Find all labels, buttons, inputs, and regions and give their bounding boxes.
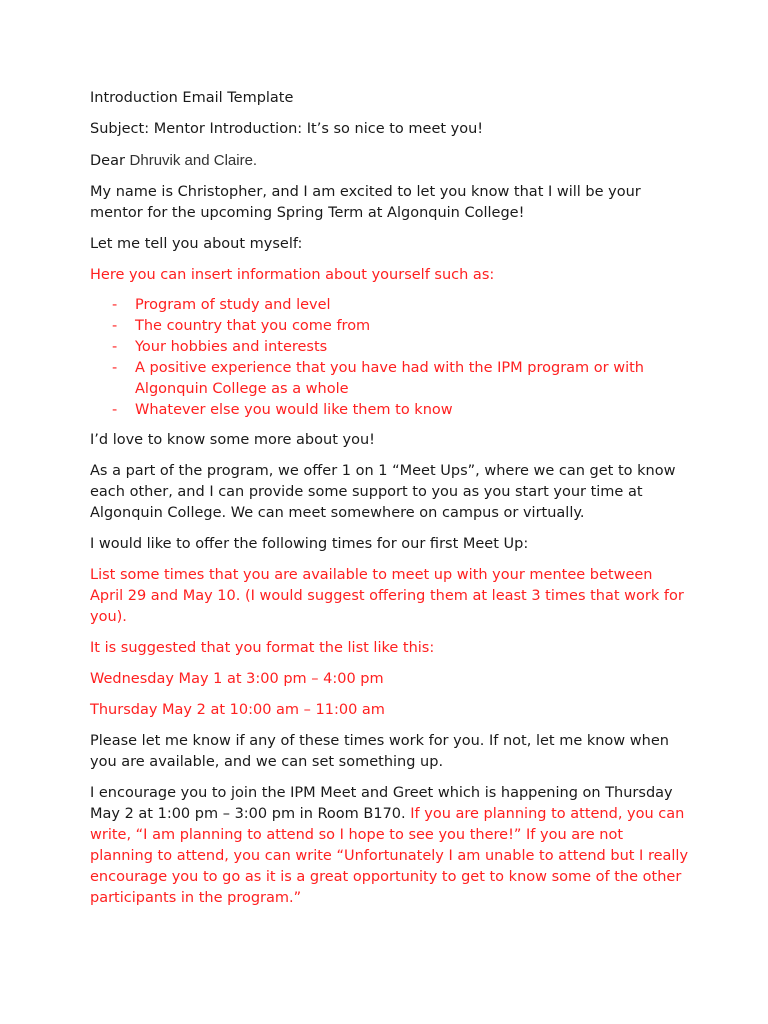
about-heading: Let me tell you about myself: (90, 236, 303, 252)
info-bullet-list (90, 295, 690, 421)
meet-and-greet-instruction: If you are planning to attend, you can write, “I am planning to attend so I hope to see you there!” If you are not planning to attend, you can write “Unfortunately I am unable to attend but I really encourage you to go as it is a great opportunity to get to know some of the other participants in the program.” (90, 806, 689, 906)
meet-and-greet-paragraph (90, 783, 690, 909)
bullet-marker: - (112, 339, 118, 355)
recipient-names: Dhruvik and Claire. (129, 152, 258, 169)
bullet-marker: - (112, 402, 118, 418)
list-item-text: A positive experience that you have had with the IPM program or with Algonquin College as a whole (135, 360, 644, 397)
intro-paragraph: My name is Christopher, and I am excited to let you know that I will be your mentor for the upcoming Spring Term at Algonquin College! (90, 184, 641, 221)
example-time-2: Thursday May 2 at 10:00 am – 11:00 am (90, 702, 385, 718)
insert-info-instruction: Here you can insert information about yourself such as: (90, 267, 495, 283)
list-item (90, 337, 690, 358)
list-item-text: The country that you come from (135, 318, 371, 334)
love-to-know-paragraph: I’d love to know some more about you! (90, 432, 375, 448)
bullet-marker: - (112, 318, 118, 334)
program-paragraph: As a part of the program, we offer 1 on 1 “Meet Ups”, where we can get to know each other, and I can provide some support to you as you start your time at Algonquin College. We can meet somewhere on campus or virtually. (90, 463, 676, 521)
list-item-text: Your hobbies and interests (135, 339, 328, 355)
list-item (90, 295, 690, 316)
bullet-marker: - (112, 360, 118, 376)
format-hint: It is suggested that you format the list like this: (90, 640, 435, 656)
salutation (90, 150, 690, 172)
bullet-marker: - (112, 297, 118, 313)
list-item (90, 316, 690, 337)
example-time-1: Wednesday May 1 at 3:00 pm – 4:00 pm (90, 671, 384, 687)
list-item (90, 358, 690, 400)
list-times-instruction: List some times that you are available to meet up with your mentee between April 29 and May 10. (I would suggest offering them at least 3 times that work for you). (90, 567, 684, 625)
offer-times-paragraph: I would like to offer the following times for our first Meet Up: (90, 536, 529, 552)
list-item-text: Whatever else you would like them to know (135, 402, 453, 418)
salutation-label: Dear (90, 153, 125, 169)
email-subject: Subject: Mentor Introduction: It’s so nice to meet you! (90, 121, 484, 137)
list-item-text: Program of study and level (135, 297, 331, 313)
document-body (90, 88, 690, 919)
meet-and-greet-text: I encourage you to join the IPM Meet and Greet which is happening on Thursday May 2 at 1:00 pm – 3:00 pm in Room B170. (90, 785, 673, 822)
list-item (90, 400, 690, 421)
template-title: Introduction Email Template (90, 90, 294, 106)
please-let-me-know-paragraph: Please let me know if any of these times work for you. If not, let me know when you are available, and we can set something up. (90, 733, 669, 770)
